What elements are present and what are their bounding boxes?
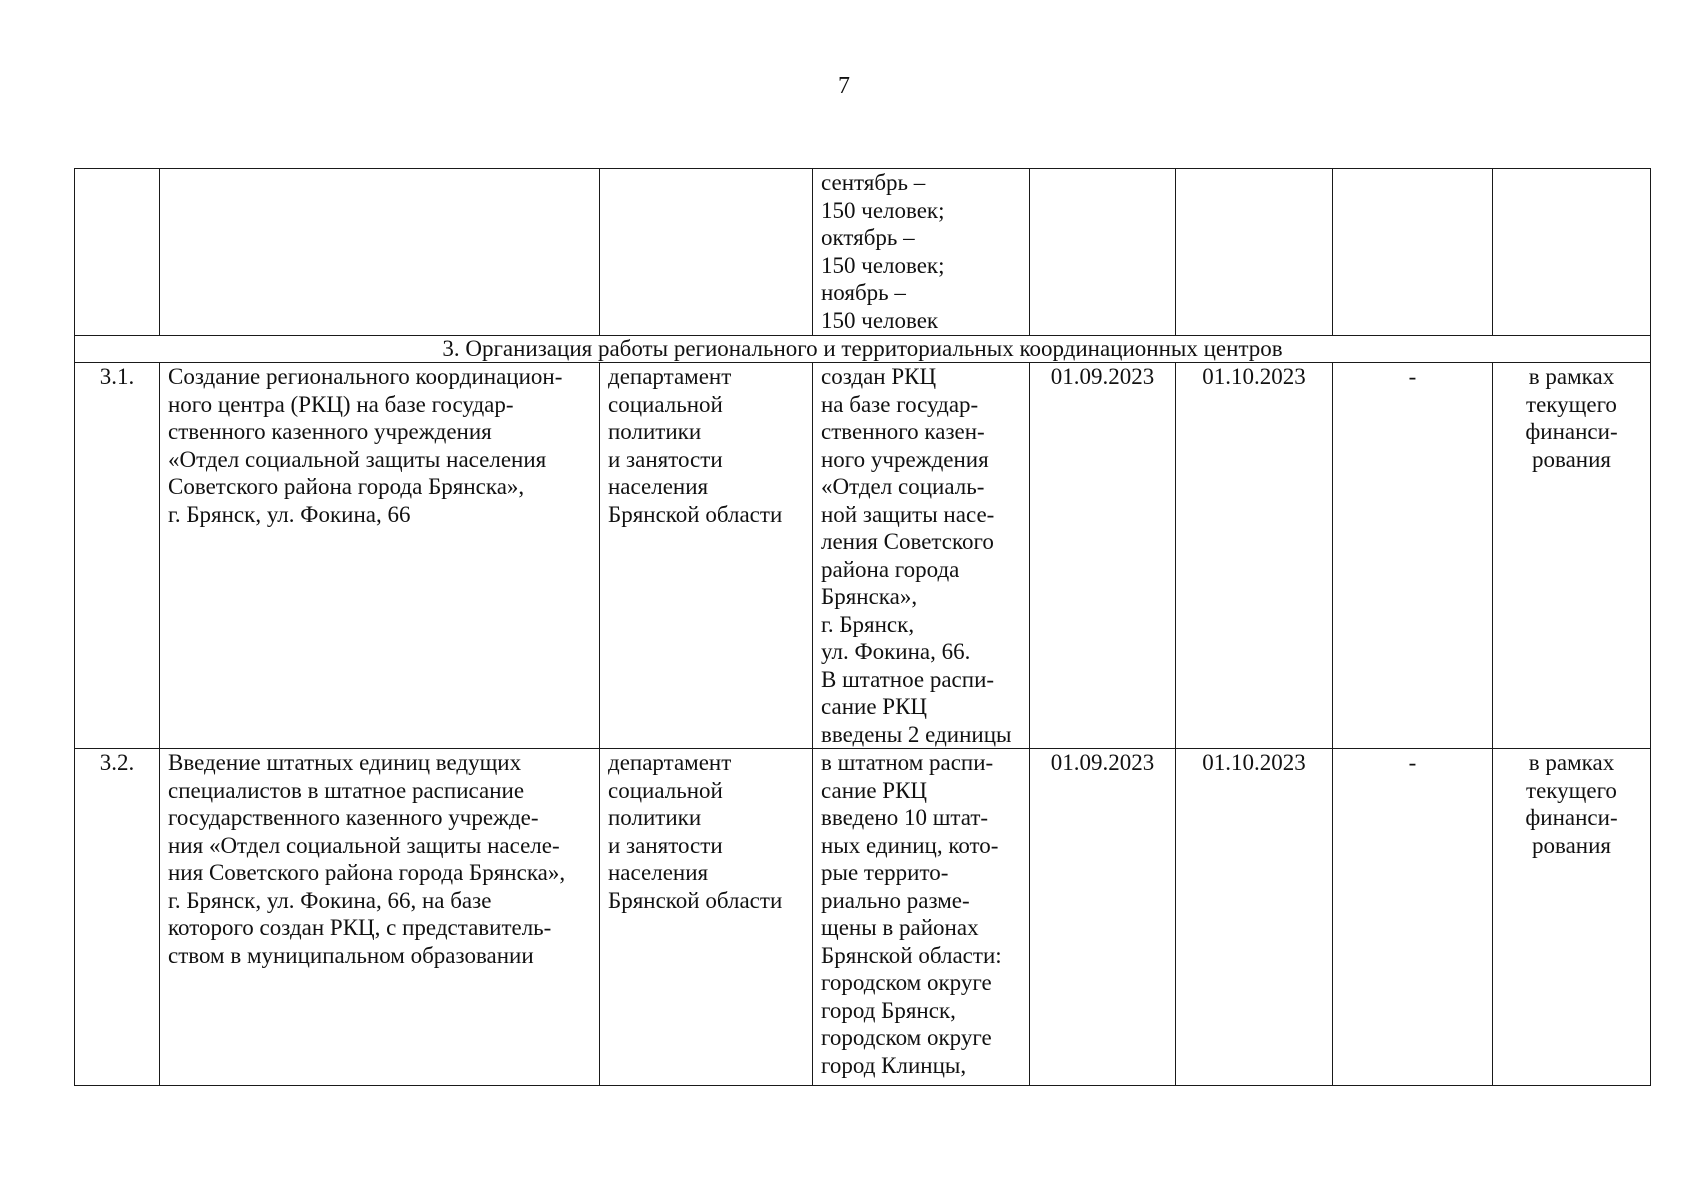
executor-line: социальной — [608, 391, 723, 417]
cell-end-date: 01.10.2023 — [1176, 749, 1333, 1086]
name-line: государственного казенного учрежде- — [168, 805, 539, 830]
executor-line: департамент — [608, 364, 732, 389]
cell-num-empty — [75, 169, 160, 336]
cell-funding-source — [1493, 749, 1651, 1086]
source-line: в рамках — [1528, 750, 1615, 775]
action-plan-table — [74, 168, 1651, 1086]
result-line: сание РКЦ — [821, 777, 928, 803]
source-line: текущего — [1526, 777, 1617, 803]
result-line: 150 человек — [821, 307, 939, 333]
result-line: 150 человек; — [821, 252, 945, 278]
result-line: рые террито- — [821, 860, 949, 885]
executor-line: политики — [608, 805, 702, 830]
source-line: в рамках — [1528, 364, 1615, 389]
result-line: «Отдел социаль- — [821, 474, 985, 499]
result-line: введены 2 единицы — [821, 721, 1012, 747]
name-line: ния «Отдел социальной защиты населе- — [168, 832, 560, 858]
name-line: Советского района города Брянска», — [168, 474, 525, 499]
executor-line: Брянской области — [608, 887, 783, 913]
result-line: щены в районах — [821, 915, 979, 940]
executor-line: политики — [608, 419, 702, 444]
result-line: городском округе — [821, 970, 992, 995]
result-line: ных единиц, кото- — [821, 832, 999, 858]
name-line: г. Брянск, ул. Фокина, 66, на базе — [168, 887, 492, 913]
executor-line: и занятости — [608, 832, 723, 858]
name-line: «Отдел социальной защиты населения — [168, 446, 547, 472]
executor-line: департамент — [608, 750, 732, 775]
result-line: ул. Фокина, 66. — [821, 639, 971, 664]
source-line: рования — [1532, 832, 1611, 858]
result-line: введено 10 штат- — [821, 805, 989, 830]
result-line: сентябрь – — [821, 170, 926, 195]
source-line: финанси- — [1525, 419, 1618, 444]
executor-line: населения — [608, 860, 709, 885]
result-line: городском округе — [821, 1025, 992, 1050]
cell-name — [160, 363, 600, 749]
section-title: 3. Организация работы регионального и территориальных координационных центров — [75, 336, 1651, 363]
cell-cost-empty — [1333, 169, 1493, 336]
result-line: Брянска», — [821, 584, 918, 609]
cell-start-date: 01.09.2023 — [1030, 749, 1176, 1086]
cell-executor-empty — [600, 169, 813, 336]
cell-name — [160, 749, 600, 1086]
result-line: город Брянск, — [821, 997, 956, 1023]
cell-executor — [600, 749, 813, 1086]
result-line: на базе государ- — [821, 391, 979, 417]
table-row — [75, 749, 1651, 1086]
result-line: ственного казен- — [821, 419, 985, 444]
name-line: ственного казенного учреждения — [168, 419, 492, 444]
result-line: город Клинцы, — [821, 1052, 967, 1078]
result-line: октябрь – — [821, 225, 915, 250]
result-line: в штатном распи- — [821, 750, 994, 775]
name-line: Создание регионального координацион- — [168, 364, 563, 389]
result-line: ноябрь – — [821, 280, 906, 305]
table-row-section — [75, 336, 1651, 363]
result-line: ления Советского — [821, 529, 994, 554]
name-line: специалистов в штатное расписание — [168, 777, 525, 803]
cell-end-date: 01.10.2023 — [1176, 363, 1333, 749]
name-line: которого создан РКЦ, с представитель- — [168, 915, 552, 940]
name-line: ного центра (РКЦ) на базе государ- — [168, 391, 514, 417]
table-row-continuation — [75, 169, 1651, 336]
cell-result — [813, 749, 1030, 1086]
result-line: создан РКЦ — [821, 364, 937, 389]
name-line: ством в муниципальном образовании — [168, 942, 534, 968]
result-line: района города — [821, 556, 960, 582]
name-line: ния Советского района города Брянска», — [168, 860, 566, 885]
result-line: Брянской области: — [821, 942, 1002, 968]
row-number: 3.1. — [75, 363, 160, 749]
result-line: ного учреждения — [821, 446, 989, 472]
cell-name-empty — [160, 169, 600, 336]
source-line: текущего — [1526, 391, 1617, 417]
result-line: г. Брянск, — [821, 611, 915, 637]
cell-start-date: 01.09.2023 — [1030, 363, 1176, 749]
result-line: сание РКЦ — [821, 694, 928, 719]
cell-end-empty — [1176, 169, 1333, 336]
table-row — [75, 363, 1651, 749]
result-line: ной защиты насе- — [821, 501, 995, 527]
name-line: Введение штатных единиц ведущих — [168, 750, 522, 775]
executor-line: социальной — [608, 777, 723, 803]
cell-result — [813, 363, 1030, 749]
cell-cost: - — [1333, 749, 1493, 1086]
name-line: г. Брянск, ул. Фокина, 66 — [168, 501, 411, 527]
page-number: 7 — [838, 73, 850, 99]
executor-line: населения — [608, 474, 709, 499]
cell-cost: - — [1333, 363, 1493, 749]
source-line: рования — [1532, 446, 1611, 472]
result-line: В штатное распи- — [821, 666, 995, 692]
executor-line: Брянской области — [608, 501, 783, 527]
cell-source-empty — [1493, 169, 1651, 336]
row-number: 3.2. — [75, 749, 160, 1086]
executor-line: и занятости — [608, 446, 723, 472]
cell-start-empty — [1030, 169, 1176, 336]
source-line: финанси- — [1525, 805, 1618, 830]
result-line: 150 человек; — [821, 197, 945, 223]
cell-funding-source — [1493, 363, 1651, 749]
cell-result-continuation — [813, 169, 1030, 336]
result-line: риально разме- — [821, 887, 970, 913]
cell-executor — [600, 363, 813, 749]
